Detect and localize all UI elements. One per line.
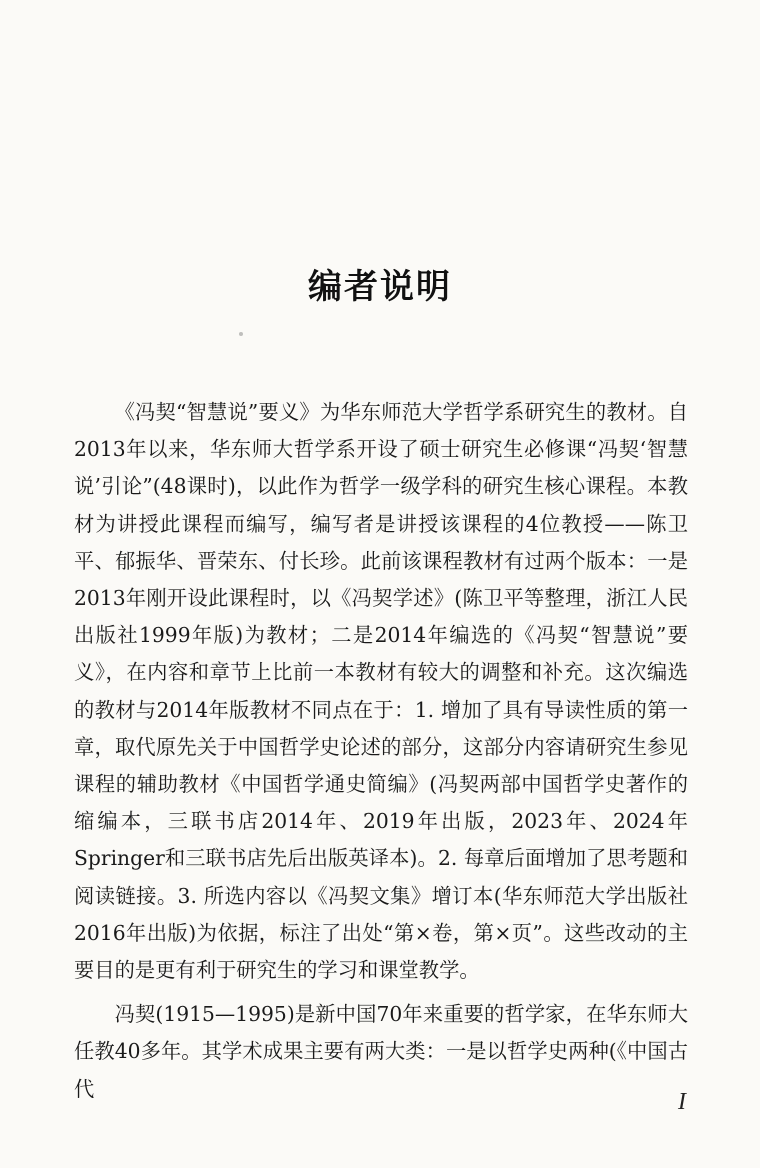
page-title: 编者说明: [308, 266, 452, 307]
paragraph-feng-qi-intro: 冯契(1915—1995)是新中国70年来重要的哲学家，在华东师大任教40多年。其学术成果主要有两大类：一是以哲学史两种(《中国古代: [74, 1002, 688, 1101]
page-number: I: [678, 1089, 686, 1115]
body-text: [74, 394, 688, 1115]
paragraph-editor-note: 《冯契“智慧说”要义》为华东师范大学哲学系研究生的教材。自2013年以来，华东师大哲学系开设了硕士研究生必修课“冯契‘智慧说’引论”(48课时)，以此作为哲学一级学科的研究生核心课程。本教材为讲授此课程而编写，编写者是讲授该课程的4位教授——陈卫平、郁振华、晋荣东、付长珍。此前该课程教材有过两个版本：一是2013年刚开设此课程时，以《冯契学述》(陈卫平等整理，浙江人民出版社1999年版)为教材；二是2014年编选的《冯契“智慧说”要义》，在内容和章节上比前一本教材有较大的调整和补充。这次编选的教材与2014年版教材不同点在于：1. 增加了具有导读性质的第一章，取代原先关于中国哲学史论述的部分，这部分内容请研究生参见课程的辅助教材《中国哲学通史简编》(冯契两部中国哲学史著作的缩编本，三联书店2014年、2019年出版，2023年、2024年Springer和三联书店先后出版英译本)。2. 每章后面增加了思考题和阅读链接。3. 所选内容以《冯契文集》增订本(华东师范大学出版社2016年出版)为依据，标注了出处“第×卷，第×页”。这些改动的主要目的是更有利于研究生的学习和课堂教学。: [74, 400, 688, 983]
paper-speck: [239, 332, 243, 336]
